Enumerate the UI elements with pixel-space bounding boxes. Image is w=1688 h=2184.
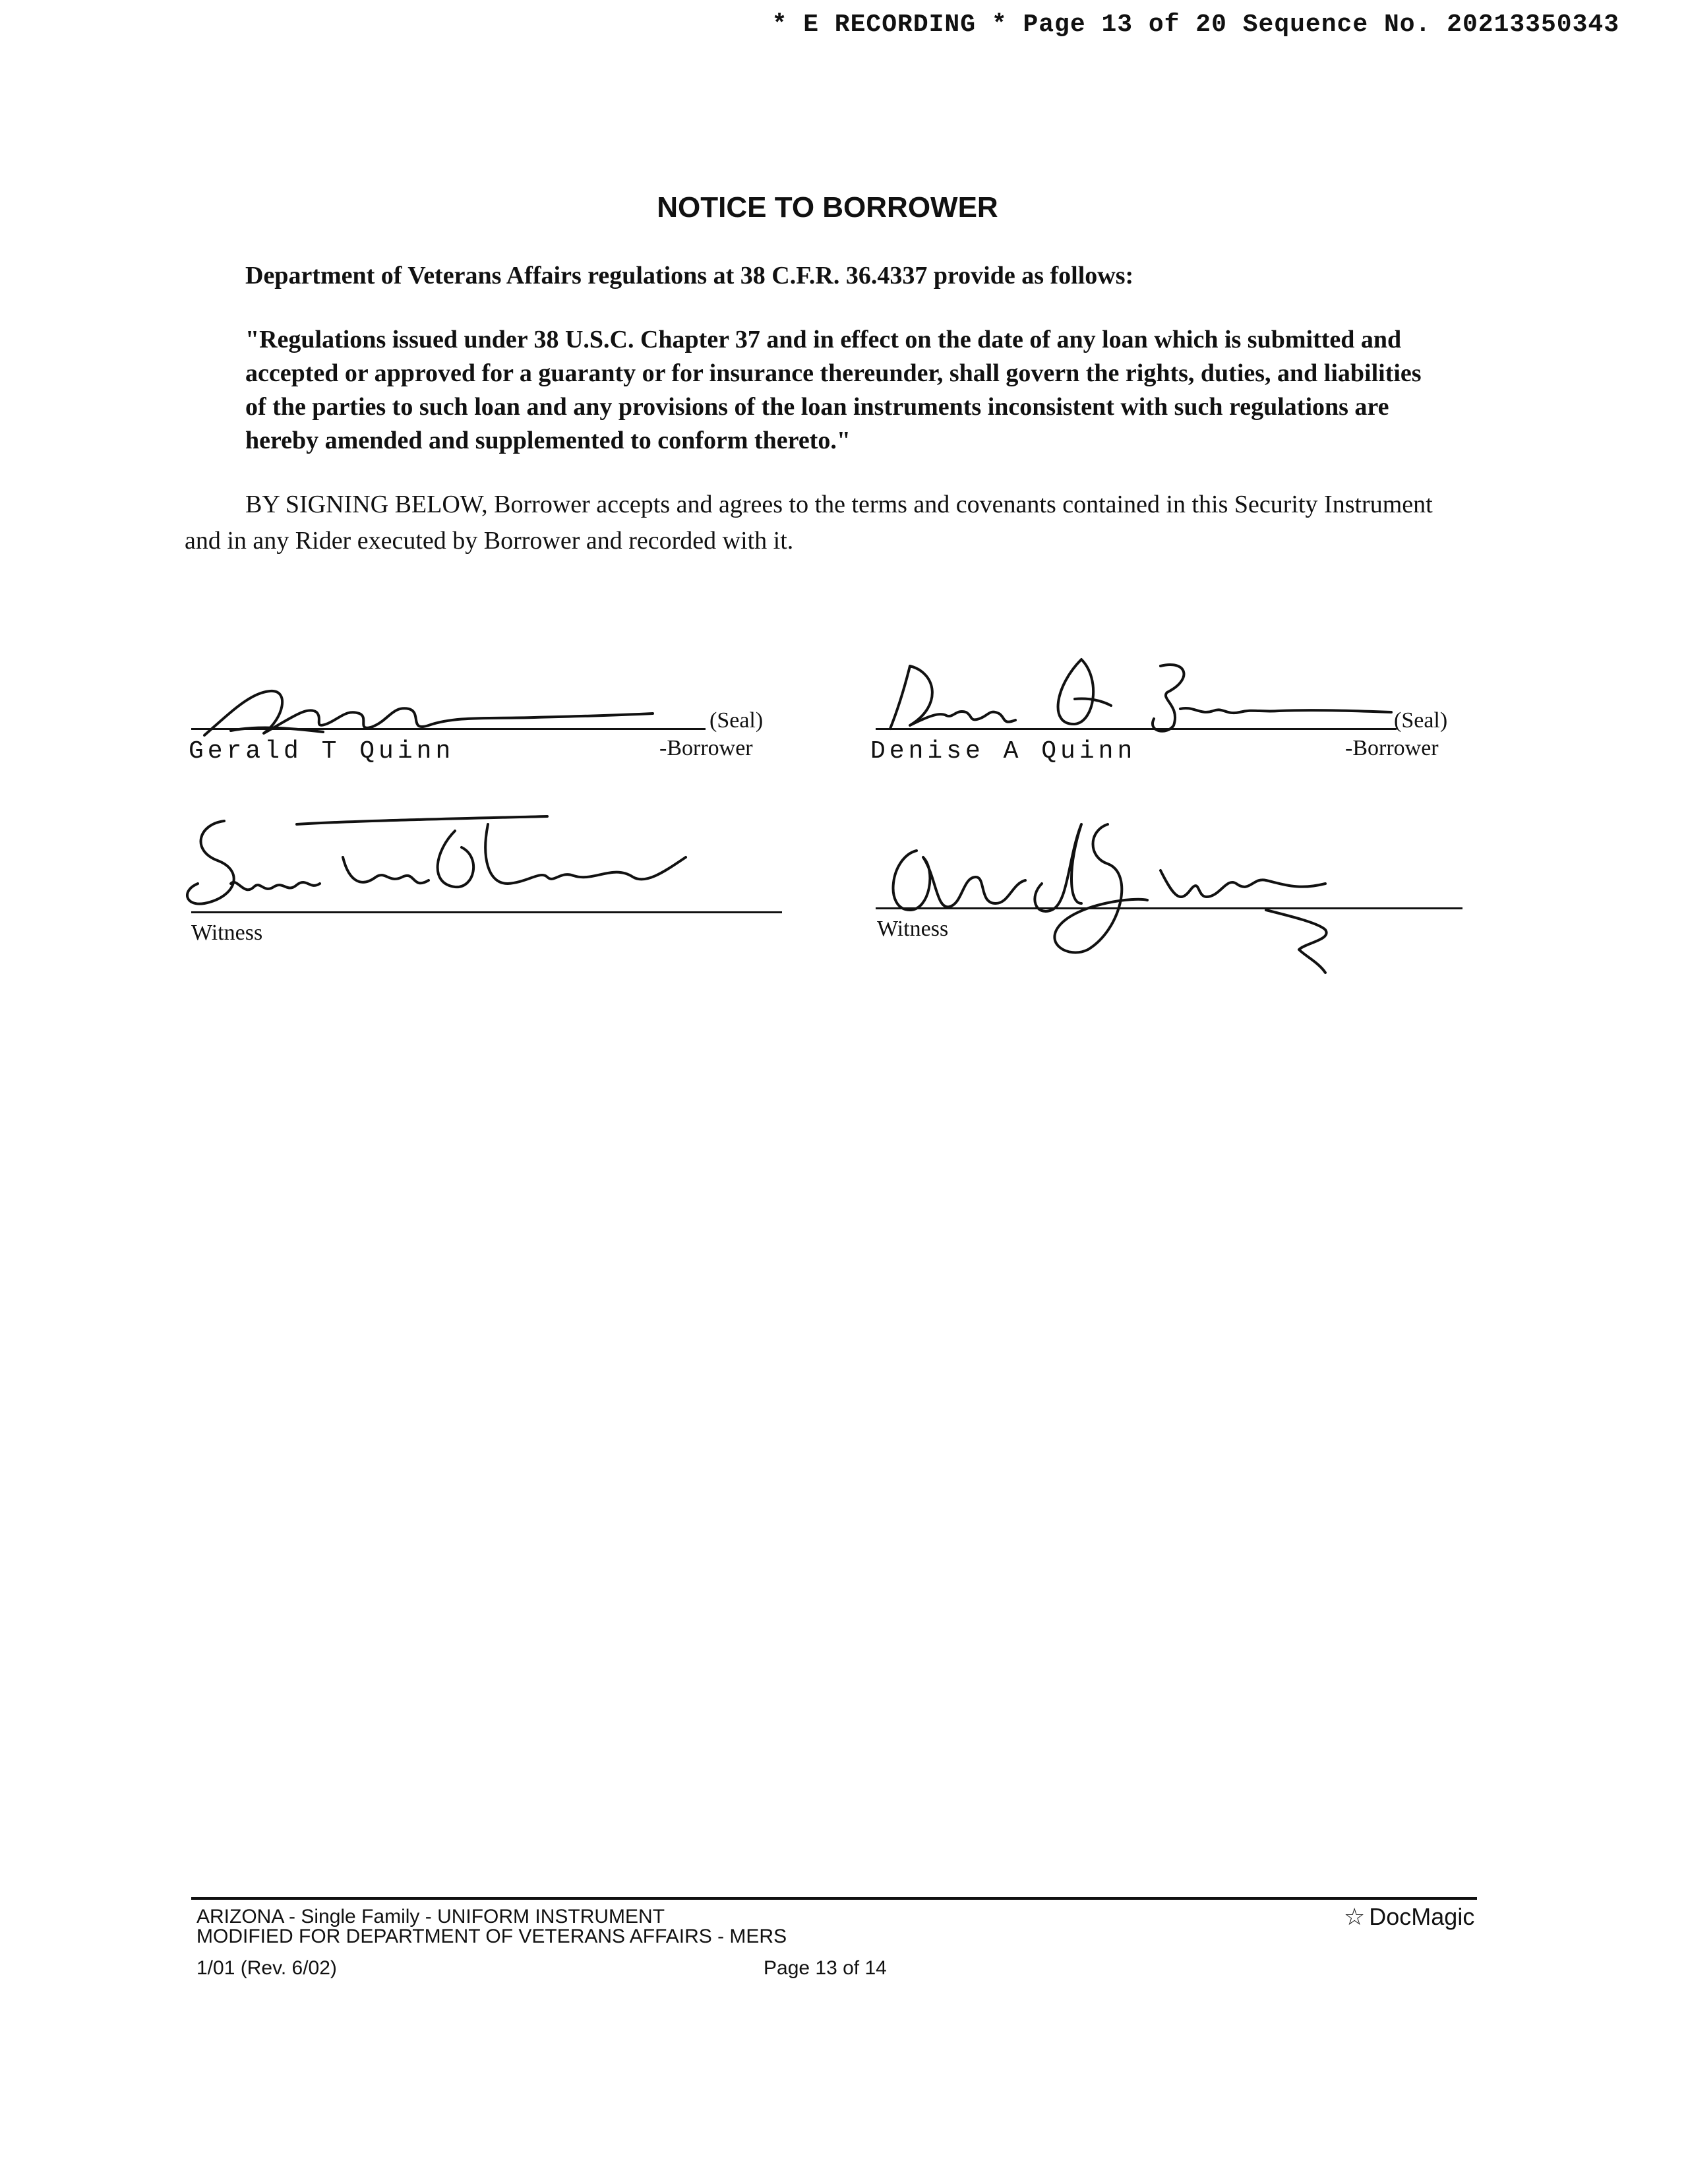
footer-form-subtitle: MODIFIED FOR DEPARTMENT OF VETERANS AFFAIRS - MERS [196,1926,787,1947]
borrower-2-seal-label: (Seal) [1394,708,1448,733]
witness-2-signature [870,811,1345,976]
borrower-1-signature-line [191,728,706,730]
witness-1-signature-line [191,911,782,913]
signing-statement: BY SIGNING BELOW, Borrower accepts and agrees to the terms and covenants contained in this Security Instrument and in any Rider executed by Borrower and recorded with it. [185,491,1433,555]
witness-1-signature [178,811,699,917]
borrower-2-typed-name: Denise A Quinn [870,737,1137,766]
borrower-2-signature-line [876,728,1397,730]
witness-2-signature-line [876,907,1462,909]
footer-form-title: ARIZONA - Single Family - UNIFORM INSTRUMENT [196,1906,665,1927]
brand-logo [1344,1903,1474,1931]
regulations-quote: "Regulations issued under 38 U.S.C. Chapter 37 and in effect on the date of any loan which is submitted and accepted or approved for a guaranty or for insurance thereunder, shall govern the rights, duties, and liabilities of the parties to such loan and any provisions of the loan instruments inconsistent with such regulations are hereby amended and supplemented to conform thereto." [245,326,1422,454]
footer-rule [191,1897,1477,1900]
borrower-2-role-label: -Borrower [1345,736,1439,760]
recording-header: * E RECORDING * Page 13 of 20 Sequence No. 20213350343 [771,11,1619,39]
borrower-1-role-label: -Borrower [659,736,753,760]
witness-2-role-label: Witness [877,917,949,941]
page-title: NOTICE TO BORROWER [657,191,998,224]
borrower-2-signature [884,653,1398,739]
borrower-1-seal-label: (Seal) [709,708,764,733]
footer-form-revision: 1/01 (Rev. 6/02) [196,1957,337,1979]
borrower-1-typed-name: Gerald T Quinn [189,737,455,766]
witness-1-role-label: Witness [191,921,263,945]
footer-page-number: Page 13 of 14 [764,1957,887,1979]
borrower-1-signature [191,673,666,745]
star-outline-icon: ☆ [1344,1903,1366,1930]
regulations-intro: Department of Veterans Affairs regulations at 38 C.F.R. 36.4337 provide as follows: [245,262,1134,289]
brand-name: DocMagic [1369,1903,1475,1930]
